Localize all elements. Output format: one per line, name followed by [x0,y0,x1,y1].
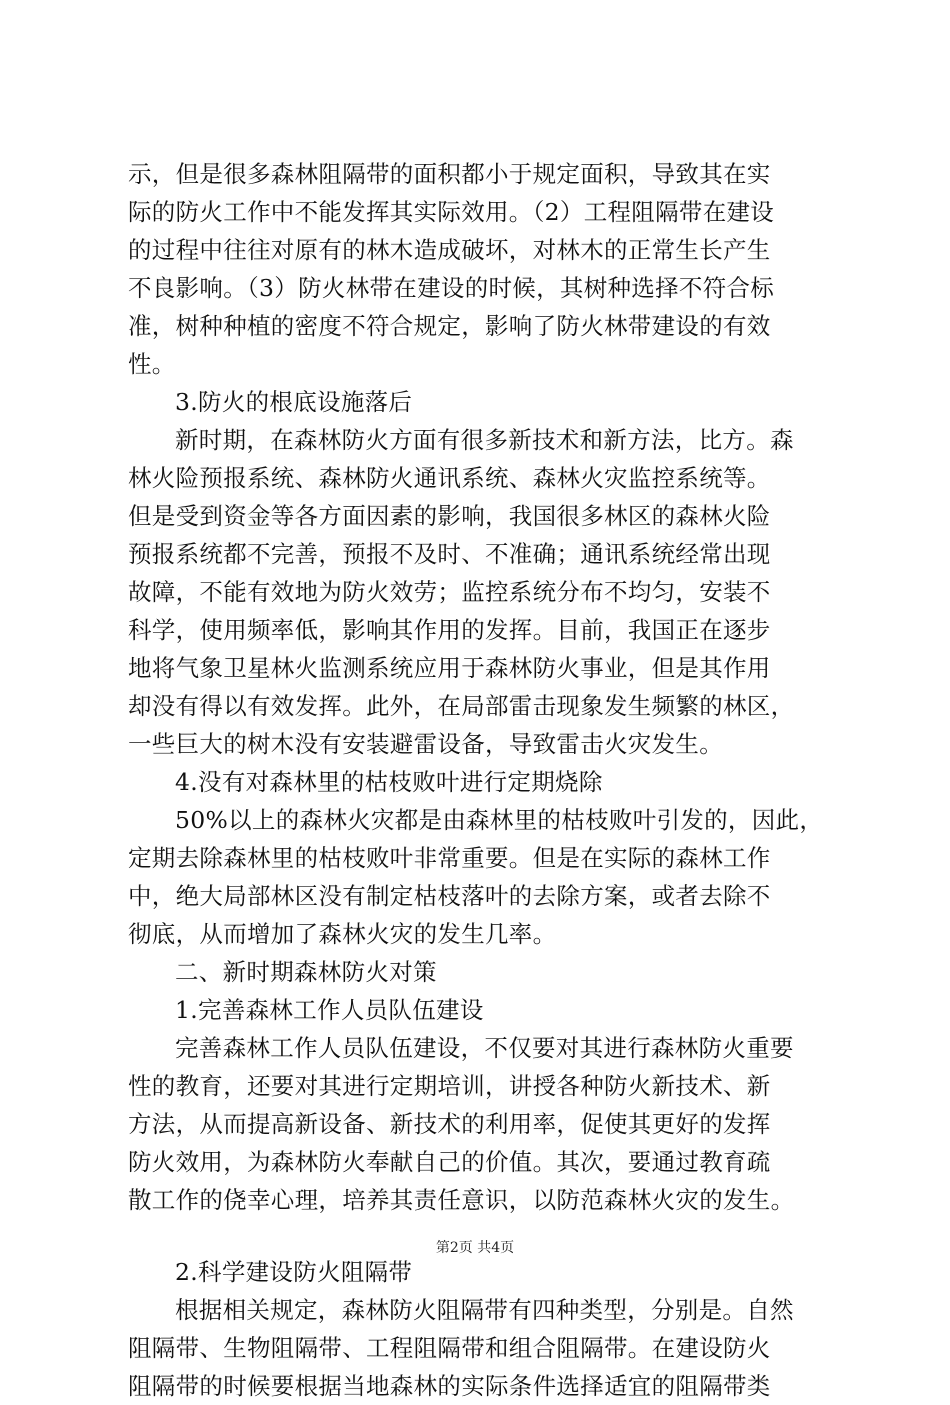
text-line: 4.没有对森林里的枯枝败叶进行定期烧除 [175,768,603,796]
text-line: 彻底，从而增加了森林火灾的发生几率。 [128,920,557,948]
text-line: 3.防火的根底设施落后 [175,388,413,416]
text-line: 散工作的侥幸心理，培养其责任意识，以防范森林火灾的发生。 [128,1186,795,1214]
text-line: 性。 [128,350,176,378]
text-line: 的过程中往往对原有的林木造成破坏，对林木的正常生长产生 [128,236,771,264]
text-line: 一些巨大的树木没有安装避雷设备，导致雷击火灾发生。 [128,730,723,758]
text-line: 准，树种种植的密度不符合规定，影响了防火林带建设的有效 [128,312,771,340]
text-line: 但是受到资金等各方面因素的影响，我国很多林区的森林火险 [128,502,771,530]
text-line: 二、新时期森林防火对策 [175,958,437,986]
text-line: 却没有得以有效发挥。此外，在局部雷击现象发生频繁的林区， [128,692,795,720]
text-line: 际的防火工作中不能发挥其实际效用。（2）工程阻隔带在建设 [128,198,775,226]
text-line: 1.完善森林工作人员队伍建设 [175,996,484,1024]
text-line: 根据相关规定，森林防火阻隔带有四种类型，分别是。自然 [175,1296,794,1324]
text-line: 方法，从而提高新设备、新技术的利用率，促使其更好的发挥 [128,1110,771,1138]
text-block-main [128,155,850,1219]
text-line: 50%以上的森林火灾都是由森林里的枯枝败叶引发的，因此， [175,806,824,834]
text-line: 示，但是很多森林阻隔带的面积都小于规定面积，导致其在实 [128,160,771,188]
text-line: 阻隔带、生物阻隔带、工程阻隔带和组合阻隔带。在建设防火 [128,1334,771,1362]
text-line: 中，绝大局部林区没有制定枯枝落叶的去除方案，或者去除不 [128,882,771,910]
text-line: 新时期，在森林防火方面有很多新技术和新方法，比方。森 [175,426,794,454]
text-line: 地将气象卫星林火监测系统应用于森林防火事业，但是其作用 [128,654,771,682]
text-line: 林火险预报系统、森林防火通讯系统、森林火灾监控系统等。 [128,464,771,492]
text-line: 不良影响。（3）防火林带在建设的时候，其树种选择不符合标 [128,274,775,302]
text-line: 性的教育，还要对其进行定期培训，讲授各种防火新技术、新 [128,1072,771,1100]
text-block-after-gap [128,1253,850,1405]
text-line: 科学，使用频率低，影响其作用的发挥。目前，我国正在逐步 [128,616,771,644]
document-body [128,155,850,1405]
text-line: 预报系统都不完善，预报不及时、不准确；通讯系统经常出现 [128,540,771,568]
text-line: 阻隔带的时候要根据当地森林的实际条件选择适宜的阻隔带类 [128,1372,771,1400]
text-line: 完善森林工作人员队伍建设，不仅要对其进行森林防火重要 [175,1034,794,1062]
text-line: 2.科学建设防火阻隔带 [175,1258,413,1286]
text-line: 故障，不能有效地为防火效劳；监控系统分布不均匀，安装不 [128,578,771,606]
page-footer: 第2页 共4页 [435,1240,515,1256]
text-line: 定期去除森林里的枯枝败叶非常重要。但是在实际的森林工作 [128,844,771,872]
text-line: 防火效用，为森林防火奉献自己的价值。其次，要通过教育疏 [128,1148,771,1176]
